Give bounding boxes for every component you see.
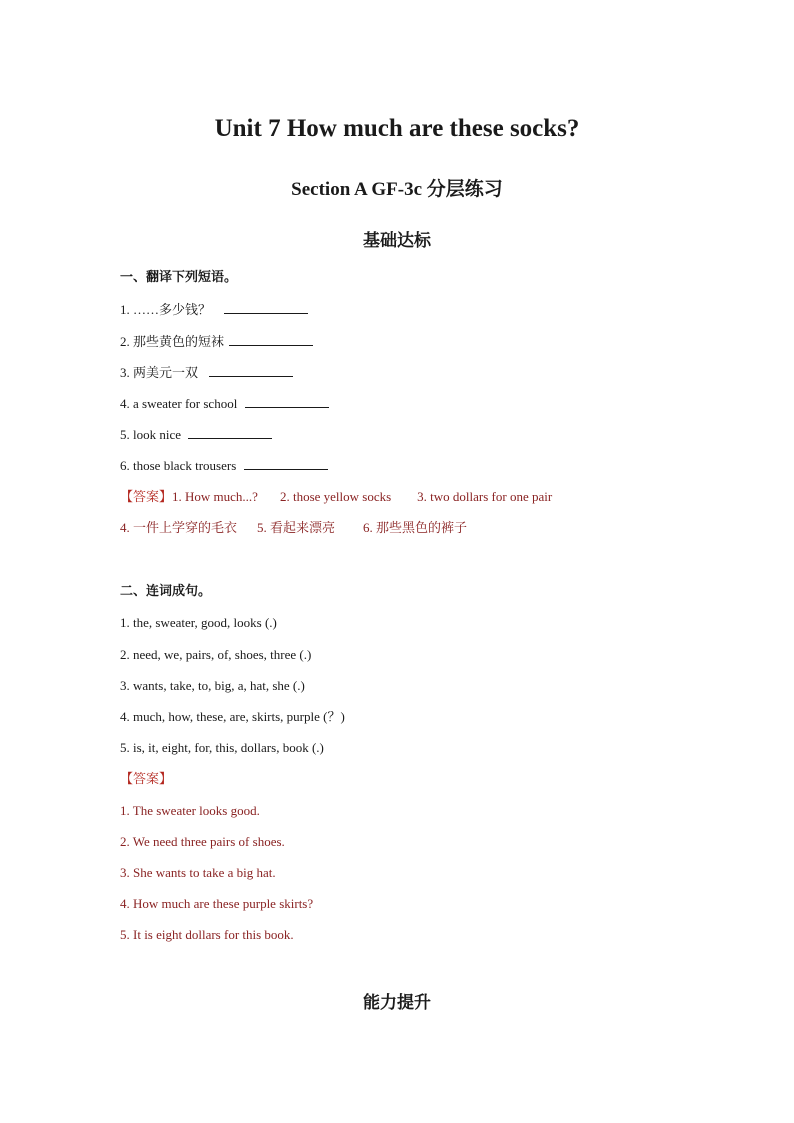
answer-blank <box>244 456 328 470</box>
section1-item-6 <box>120 456 328 475</box>
answer-label: 【答案】 <box>120 489 173 504</box>
section2-answer-label: 【答案】 <box>120 771 173 786</box>
section1-answers-row1 <box>120 488 552 506</box>
section1-heading: 一、翻译下列短语。 <box>120 269 238 284</box>
answer-item: 4. 一件上学穿的毛衣 <box>120 520 238 535</box>
section1-answers-row2 <box>120 519 467 537</box>
item-text: 5. look nice <box>120 427 182 442</box>
answer-blank <box>188 425 272 439</box>
section2-answer-2: 2. We need three pairs of shoes. <box>120 834 285 849</box>
level-heading-advanced: 能力提升 <box>363 993 431 1012</box>
answer-item: 1. How much...? <box>172 489 258 504</box>
section2-answer-1: 1. The sweater looks good. <box>120 803 260 818</box>
section1-item-2 <box>120 332 313 351</box>
page-title: Unit 7 How much are these socks? <box>214 115 580 142</box>
section2-heading: 二、连词成句。 <box>120 583 212 598</box>
section1-item-5 <box>120 425 272 444</box>
answer-blank <box>209 363 293 377</box>
item-text: 6. those black trousers <box>120 458 237 473</box>
item-text: 1. ……多少钱？ <box>120 302 212 317</box>
section2-item-1: 1. the, sweater, good, looks (.) <box>120 615 277 630</box>
answer-blank <box>245 394 329 408</box>
item-text: 3. 两美元一双 <box>120 365 199 380</box>
section2-item-5: 5. is, it, eight, for, this, dollars, book (.) <box>120 740 324 755</box>
page-subtitle: Section A GF-3c 分层练习 <box>291 179 503 200</box>
section1-item-3 <box>120 363 293 382</box>
section2-answer-3: 3. She wants to take a big hat. <box>120 865 276 880</box>
answer-blank <box>224 300 308 314</box>
answer-blank <box>229 332 313 346</box>
section2-answer-4: 4. How much are these purple skirts? <box>120 896 314 911</box>
item-text: 4. a sweater for school <box>120 396 238 411</box>
section1-item-1 <box>120 300 308 319</box>
section2-item-4: 4. much, how, these, are, skirts, purple (？) <box>120 709 345 724</box>
item-text: 2. 那些黄色的短袜 <box>120 334 225 349</box>
answer-item: 3. two dollars for one pair <box>417 489 553 504</box>
level-heading-basic: 基础达标 <box>363 231 431 250</box>
section2-answer-5: 5. It is eight dollars for this book. <box>120 927 294 942</box>
section1-item-4 <box>120 394 329 413</box>
answer-item: 2. those yellow socks <box>279 489 392 504</box>
section2-item-2: 2. need, we, pairs, of, shoes, three (.) <box>120 647 312 662</box>
answer-item: 5. 看起来漂亮 <box>257 520 336 535</box>
answer-item: 6. 那些黑色的裤子 <box>363 520 468 535</box>
section2-item-3: 3. wants, take, to, big, a, hat, she (.) <box>120 678 305 693</box>
